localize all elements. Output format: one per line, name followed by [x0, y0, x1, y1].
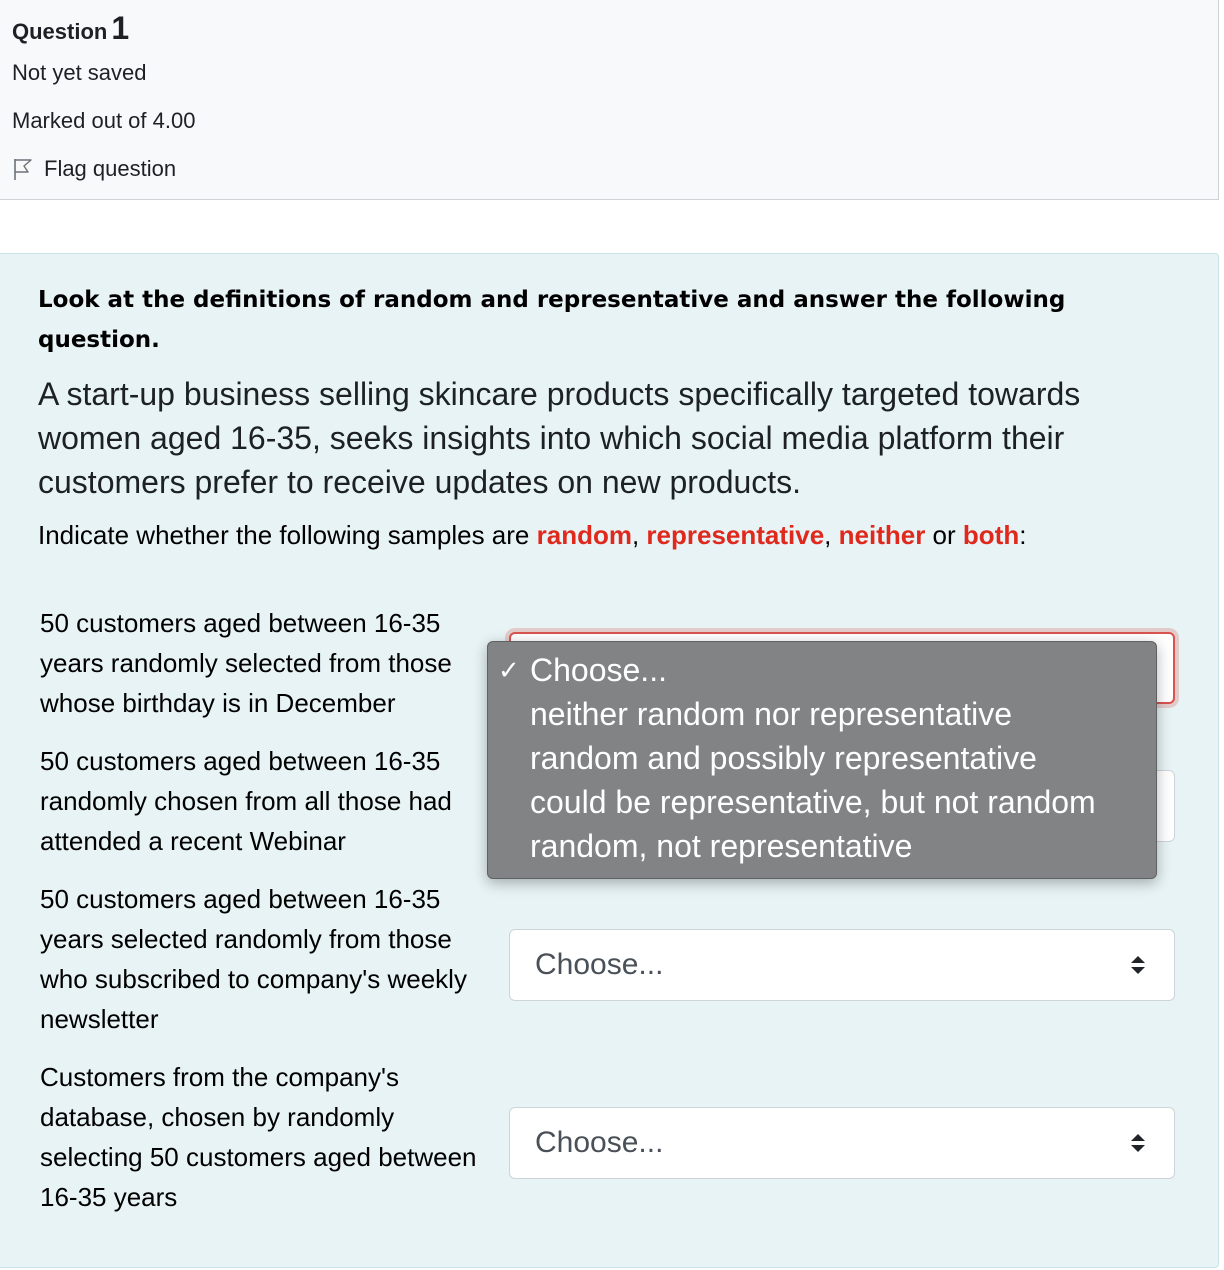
- dropdown-option-neither[interactable]: neither random nor representative: [530, 696, 1013, 732]
- sample-item-3-text: 50 customers aged between 16-35 years selected randomly from those who subscribed to company's weekly newsletter: [40, 884, 467, 1034]
- prompt-separator: ,: [631, 520, 647, 550]
- select-updown-icon: [1130, 954, 1146, 976]
- save-status: Not yet saved: [12, 60, 147, 85]
- select-value: Choose...: [535, 1126, 664, 1159]
- sample-item-2-text: 50 customers aged between 16-35 randomly chosen from all those had attended a recent Webinar: [40, 746, 452, 856]
- dropdown-option-choose[interactable]: Choose...: [530, 652, 667, 688]
- term-both: both: [962, 520, 1020, 550]
- checkmark-icon: ✓: [498, 655, 520, 685]
- select-dropdown-menu: [487, 641, 1157, 879]
- question-marks: Marked out of 4.00: [12, 108, 196, 133]
- sample-item-1-text: 50 customers aged between 16-35 years randomly selected from those whose birthday is in December: [40, 608, 452, 718]
- dropdown-option-random-not-representative[interactable]: random, not representative: [530, 828, 913, 864]
- sample-item-4-text: Customers from the company's database, chosen by randomly selecting 50 customers aged between 16-35 years: [40, 1062, 477, 1212]
- select-updown-icon: [1130, 1132, 1146, 1154]
- flag-question-label: Flag question: [44, 156, 177, 181]
- question-label: Question: [12, 19, 108, 44]
- prompt-separator: ,: [824, 520, 839, 550]
- sample-item-3-select[interactable]: [509, 929, 1175, 1001]
- flag-icon: [12, 157, 34, 181]
- prompt-prefix: Indicate whether the following samples are: [38, 520, 537, 550]
- question-info-panel: [0, 0, 1219, 200]
- prompt-suffix: :: [1019, 520, 1027, 550]
- sample-item-4-select[interactable]: [509, 1107, 1175, 1179]
- term-neither: neither: [838, 520, 926, 550]
- dropdown-option-random-possibly-representative[interactable]: random and possibly representative: [530, 740, 1037, 776]
- question-heading: [12, 10, 129, 47]
- question-scenario: A start-up business selling skincare products specifically targeted towards women aged 16-35, seeks insights into which social media platform their customers prefer to receive updates on new products.: [38, 376, 1081, 500]
- flag-question-link[interactable]: [12, 156, 176, 182]
- select-value: Choose...: [535, 948, 664, 981]
- dropdown-option-representative-not-random[interactable]: could be representative, but not random: [530, 784, 1096, 820]
- question-number: 1: [111, 10, 130, 46]
- question-prompt: [38, 520, 1026, 551]
- question-instruction: Look at the definitions of random and representative and answer the following question.: [38, 287, 1066, 353]
- prompt-separator: or: [925, 520, 963, 550]
- term-random: random: [536, 520, 632, 550]
- term-representative: representative: [646, 520, 825, 550]
